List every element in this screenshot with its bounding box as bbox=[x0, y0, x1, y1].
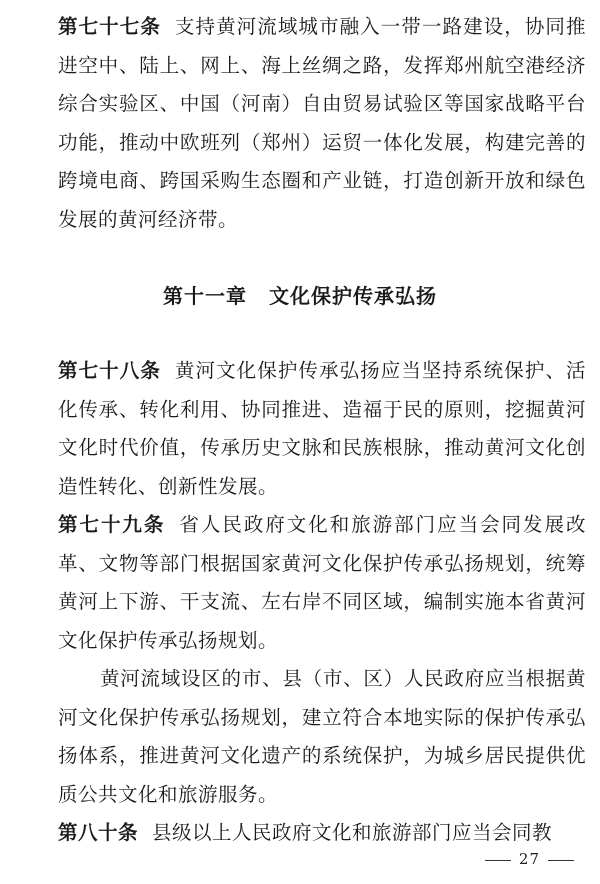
article-79-label: 第七十九条 bbox=[58, 513, 166, 536]
article-78 bbox=[58, 352, 586, 506]
chapter-heading bbox=[0, 280, 600, 309]
page-number: 27 bbox=[518, 850, 540, 868]
page-footer bbox=[477, 850, 582, 868]
article-79-paragraph-2: 黄河流域设区的市、县（市、区）人民政府应当根据黄河文化保护传承弘扬规划，建立符合本地实际的保护传承弘扬体系，推进黄河文化遗产的系统保护，为城乡居民提供优质公共文化和旅游服务。 bbox=[58, 667, 586, 806]
footer-dash-right bbox=[548, 860, 574, 861]
article-80-label: 第八十条 bbox=[58, 821, 139, 844]
article-78-label: 第七十八条 bbox=[58, 359, 161, 382]
footer-dash-left bbox=[485, 860, 511, 861]
article-79 bbox=[58, 506, 586, 660]
article-77-label: 第七十七条 bbox=[58, 15, 161, 38]
article-80-text: 县级以上人民政府文化和旅游部门应当会同教 bbox=[152, 821, 553, 844]
article-79-text: 省人民政府文化和旅游部门应当会同发展改革、文物等部门根据国家黄河文化保护传承弘扬规划，统筹黄河上下游、干支流、左右岸不同区域，编制实施本省黄河文化保护传承弘扬规划。 bbox=[58, 513, 586, 652]
article-77-text: 支持黄河流域城市融入一带一路建设，协同推进空中、陆上、网上、海上丝绸之路，发挥郑州航空港经济综合实验区、中国（河南）自由贸易试验区等国家战略平台功能，推动中欧班列（郑州）运贸一体化发展，构建完善的跨境电商、跨国采购生态圈和产业链，打造创新开放和绿色发展的黄河经济带。 bbox=[58, 15, 586, 231]
chapter-number: 第十一章 bbox=[163, 284, 247, 308]
article-77 bbox=[58, 8, 586, 240]
chapter-title: 文化保护传承弘扬 bbox=[269, 284, 437, 308]
article-80 bbox=[58, 814, 586, 853]
article-78-text: 黄河文化保护传承弘扬应当坚持系统保护、活化传承、转化利用、协同推进、造福于民的原则，挖掘黄河文化时代价值，传承历史文脉和民族根脉，推动黄河文化创造性转化、创新性发展。 bbox=[58, 359, 586, 498]
